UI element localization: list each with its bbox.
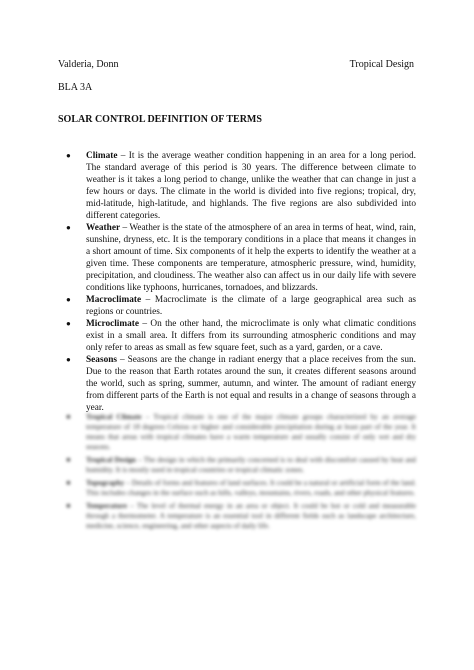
terms-list	[58, 150, 416, 414]
term-definition: – Seasons are the change in radiant energy that a place receives from the sun. Due to the reason that Earth rotates around the sun, it creates different seasons around the world, such as spring, summer, autumn, and winter. The amount of radiant energy from different parts of the Earth is not equal and results in a change of seasons through a year.	[86, 355, 416, 413]
course-code: BLA 3A	[58, 82, 93, 93]
bullet-icon: ●	[66, 295, 71, 304]
term-name: Temperature	[86, 501, 128, 510]
term-definition: – Weather is the state of the atmosphere of an area in terms of heat, wind, rain, sunshine, dryness, etc. It is the temporary conditions in a place that means it changes in a short amount of time. Six components of it help the experts to identify the weather at a given time. These components are temperature, atmospheric pressure, wind, humidity, precipitation, and cloudiness. The weather also can affect us in our daily life with severe conditions like typhoons, hurricanes, tornadoes, and blizzards.	[86, 223, 416, 293]
term-item-seasons	[58, 354, 416, 414]
term-name: Seasons	[86, 355, 118, 365]
term-name: Tropical Design	[86, 455, 136, 464]
term-item-temperature	[58, 501, 416, 531]
term-item-topography	[58, 478, 416, 498]
term-definition: – Macroclimate is the climate of a large geographical area such as regions or countries.	[86, 295, 416, 317]
term-name: Topography	[86, 478, 125, 487]
term-name: Macroclimate	[86, 295, 142, 305]
bullet-icon: ●	[66, 455, 71, 464]
term-name: Tropical Climate	[86, 412, 142, 421]
term-name: Climate	[86, 151, 118, 161]
author-name: Valderia, Donn	[58, 59, 119, 70]
term-item-weather	[58, 222, 416, 294]
subject-name: Tropical Design	[349, 59, 414, 70]
document-title: SOLAR CONTROL DEFINITION OF TERMS	[58, 114, 262, 125]
term-name: Microclimate	[86, 319, 139, 329]
term-item-tropical-climate	[58, 412, 416, 452]
bullet-icon: ●	[66, 223, 71, 232]
term-item-microclimate	[58, 318, 416, 354]
term-item-climate	[58, 150, 416, 222]
term-definition: – The design in which the primarily concerned is to deal with discomfort caused by heat and humidity. It is mostly used in tropical countries or tropical climatic zones.	[86, 455, 416, 474]
term-definition: – Tropical climate is one of the major climate groups characterized by an average temperature of 18 degrees Celsius or higher and considerable precipitation during at least part of the year. It means that areas with tropical climates have a warm temperature and usually consist of only wet and dry seasons.	[86, 412, 416, 451]
bullet-icon: ●	[66, 319, 71, 328]
term-definition: – It is the average weather condition happening in an area for a long period. The standard average of this period is 30 years. The difference between climate to weather is it takes a long period to change, unlike the weather that can change in just a few hours or days. The climate in the world is divided into five regions; tropical, dry, mid-latitude, high-latitude, and highlands. The five regions are also subdivided into different categories.	[86, 151, 416, 221]
bullet-icon: ●	[66, 478, 71, 487]
bullet-icon: ●	[66, 412, 71, 421]
term-definition: – On the other hand, the microclimate is only what climatic conditions exist in a small area. It differs from its surrounding atmospheric conditions and may only refer to areas as small as few square feet, such as a yard, garden, or a cave.	[86, 319, 416, 353]
term-item-macroclimate	[58, 294, 416, 318]
term-definition: – Details of forms and features of land surfaces. It could be a natural or artificial form of the land. This includes changes in the surface such as hills, valleys, mountains, rivers, roads, and other physical features.	[86, 478, 416, 497]
term-item-tropical-design	[58, 455, 416, 475]
blurred-terms-list	[58, 412, 416, 534]
term-name: Weather	[86, 223, 121, 233]
bullet-icon: ●	[66, 151, 71, 160]
term-definition: – The level of thermal energy in an area or object. It could be hot or cold and measurable through a thermometer. A temperature is an essential tool in different fields such as landscape architecture, medicine, science, engineering, and other aspects of daily life.	[86, 501, 416, 530]
bullet-icon: ●	[66, 355, 71, 364]
bullet-icon: ●	[66, 501, 71, 510]
